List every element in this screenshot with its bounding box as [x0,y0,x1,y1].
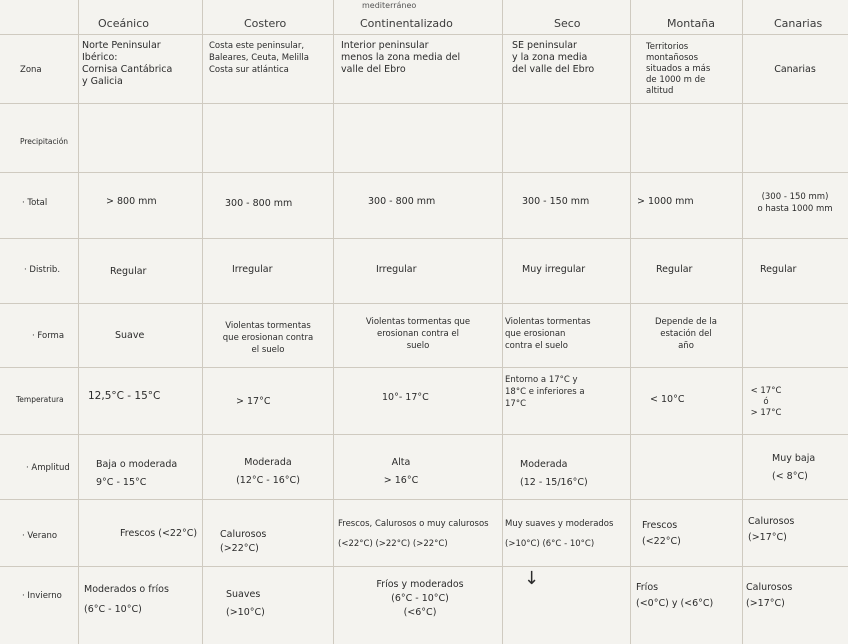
table-cell: Moderada (12 - 15/16°C) [520,459,588,488]
table-cell: Regular [760,264,797,275]
row-divider [0,566,848,567]
header-group-label: mediterráneo [362,1,417,10]
row-divider [0,499,848,500]
table-cell: Irregular [376,264,417,275]
table-cell: Muy irregular [522,264,586,275]
table-cell: Interior peninsular menos la zona media del valle del Ebro [341,40,461,75]
table-cell: Suaves (>10°C) [226,589,265,618]
column-divider [78,0,79,644]
row-label: · Verano [22,531,58,541]
column-header: Montaña [667,17,715,30]
table-cell: Frescos (<22°C) [120,528,198,539]
table-cell: Violentas tormentas que erosionan contra el suelo [505,317,591,351]
row-label: · Invierno [22,591,62,601]
table-cell: Frescos, Calurosos o muy calurosos (<22°C) (>22°C) (>22°C) [338,519,489,549]
table-cell: Moderada (12°C - 16°C) [236,457,300,486]
column-divider [333,0,334,644]
row-divider [0,303,848,304]
table-cell: < 10°C [650,394,685,405]
table-cell: Baja o moderada 9°C - 15°C [96,459,178,488]
table-cell: 300 - 800 mm [225,198,293,209]
row-label: Precipitación [20,137,69,146]
column-header: Seco [554,17,581,30]
table-cell: 300 - 150 mm [522,196,590,207]
table-cell: Calurosos (>22°C) [220,529,267,554]
table-cell: Muy suaves y moderados (>10°C) (6°C - 10°C) [505,519,614,549]
row-divider [0,34,848,35]
row-divider [0,103,848,104]
column-header: Costero [244,17,287,30]
row-divider [0,434,848,435]
table-cell: Moderados o fríos (6°C - 10°C) [84,584,169,615]
table-cell: 10°- 17°C [382,392,429,403]
row-divider [0,238,848,239]
table-cell: SE peninsular y la zona media del valle del Ebro [512,40,595,75]
table-cell: > 800 mm [106,196,157,207]
table-cell: Fríos (<0°C) y (<6°C) [636,582,714,609]
row-label: Temperatura [16,395,64,404]
table-cell: Irregular [232,264,273,275]
table-cell: Muy baja (< 8°C) [772,453,816,482]
table-cell: < 17°C ó > 17°C [750,386,782,418]
table-cell: Entorno a 17°C y 18°C e inferiores a 17°C [505,375,585,409]
table-cell: Regular [110,266,147,277]
table-cell: > 17°C [236,396,271,407]
table-cell: Suave [115,330,145,341]
table-cell: Violentas tormentas que erosionan contra el suelo [222,321,314,355]
table-cell: Alta > 16°C [383,457,419,486]
column-header: Oceánico [98,17,150,30]
table-cell: Regular [656,264,693,275]
row-label: · Forma [32,331,65,341]
row-label: Zona [20,65,42,75]
table-cell: Fríos y moderados (6°C - 10°C) (<6°C) [376,579,464,618]
row-divider [0,367,848,368]
table-cell: Norte Peninsular Ibérico: Cornisa Cantábrica y Galicia [82,40,173,87]
column-divider [630,0,631,644]
table-cell: Frescos (<22°C) [642,520,681,547]
column-divider [502,0,503,644]
table-cell: Depende de la estación del año [654,317,717,351]
table-cell: Territorios montañosos situados a más de 1000 m de altitud [646,42,711,96]
table-cell: Violentas tormentas que erosionan contra el suelo [365,317,471,351]
table-cell: 300 - 800 mm [368,196,436,207]
column-divider [202,0,203,644]
down-arrow-icon: ↓ [524,568,540,589]
table-cell: Calurosos (>17°C) [746,582,793,609]
table-cell: (300 - 150 mm) o hasta 1000 mm [757,192,833,214]
row-divider [0,172,848,173]
column-header: Continentalizado [360,17,453,30]
table-cell: Costa este peninsular, Baleares, Ceuta, Melilla Costa sur atlántica [209,41,309,75]
column-header: Canarias [774,17,823,30]
table-cell: Calurosos (>17°C) [748,516,795,543]
row-label: · Distrib. [24,265,61,275]
row-label: · Total [22,198,48,208]
row-label: · Amplitud [26,463,70,473]
table-cell: Canarias [774,64,816,75]
table-cell: 12,5°C - 15°C [88,390,161,402]
table-cell: > 1000 mm [637,196,694,207]
column-divider [742,0,743,644]
